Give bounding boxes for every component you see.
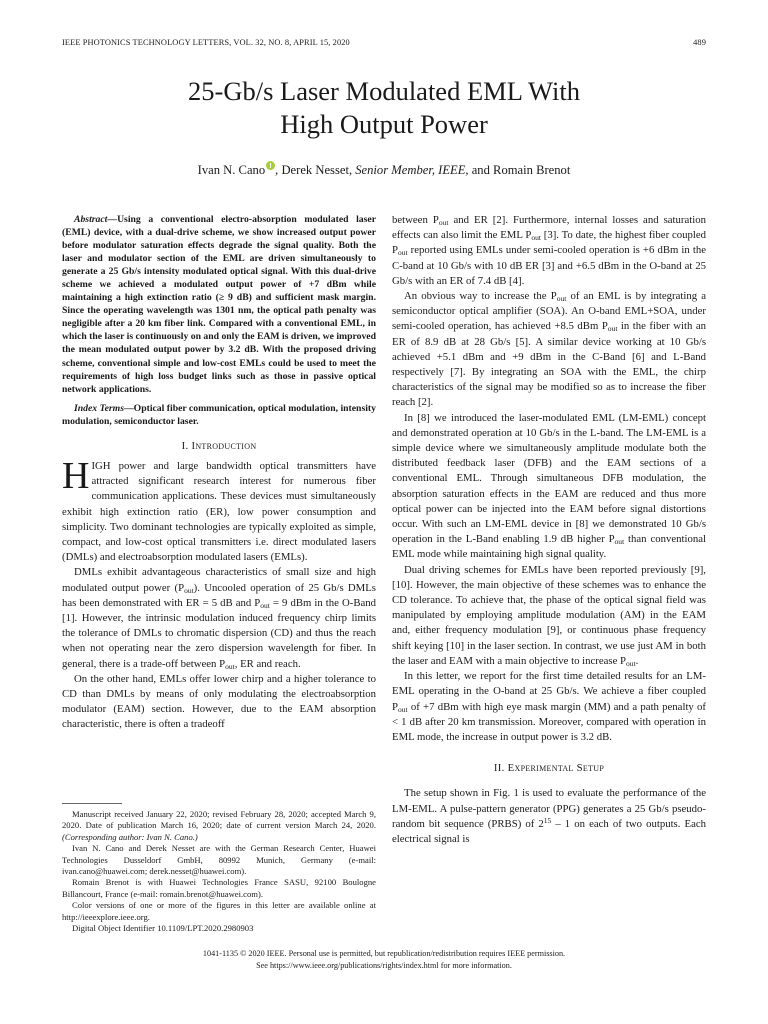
copyright-line: 1041-1135 © 2020 IEEE. Personal use is permitted, but republication/redistribution requires IEEE permission.: [202, 949, 566, 958]
right-paragraph-2: An obvious way to increase the $P_{out}$ of an EML is by integrating a semiconductor optical amplifier (SOA). An O-band EML+SOA, under semi-cooled operation, has achieved +8.5 dBm $P_{out}$ in the fiber with an ER of 8.9 dB at 28 Gb/s [5]. A similar device working at 10 Gb/s achieved +5.1 dBm and +9 dBm in the C-Band [6] and L-Band respectively [7]. By integrating an SOA with the EML, the chirp characteristics of the signal may be modified so as to increase the fiber reach [2].: [392, 290, 707, 409]
page-number: 489: [693, 38, 706, 47]
author-separator: , Derek Nesset,: [275, 163, 356, 177]
intro-paragraph-2: DMLs exhibit advantageous characteristics of small size and high modulated output power $(P_{out})$. Uncooled operation of 25 Gb/s DMLs has been demonstrated with ER = 5 dB and $P_{out} = 9$ dBm in the O-Band [1]. However, the intrinsic modulation induced frequency chirp limits the tolerance of DMLs to chromatic dispersion (CD) and thus the reach when not operating near the zero dispersion wavelength for fiber. In general, there is a trade-off between $P_{out}$, ER and reach.: [62, 566, 377, 671]
copyright-footer: [0, 948, 768, 972]
author-separator-2: , and Romain Brenot: [465, 163, 571, 177]
abstract-label: Abstract: [74, 214, 108, 225]
index-terms-label: Index Terms: [74, 402, 124, 414]
title-line-2: High Output Power: [280, 109, 488, 139]
doi: Digital Object Identifier 10.1109/LPT.2020.2980903: [72, 923, 254, 934]
drop-cap: H: [62, 454, 90, 497]
intro-paragraph-3: On the other hand, EMLs offer lower chirp and a higher tolerance to CD than DMLs by means of only modulating the electroabsorption modulator (EAM) section. However, due to the EAM absorption characteristic, there is often a tradeoff: [62, 672, 376, 731]
right-paragraph-3: In [8] we introduced the laser-modulated EML (LM-EML) concept and demonstrated operation at 10 Gb/s in the L-band. The LM-EML is a simple device where we simultaneously amplitude modulate both the distributed feedback laser (DFB) and the EAM sections of a conventional EML. Through simultaneous DFB modulation, the absorption saturation effects in the EAM are reduced and thus more optical power can be injected into the EAM before signal distortions occur. With such an LM-EML device in [8] we demonstrated 10 Gb/s operation in the L-Band enabling 1.9 dB higher $P_{out}$ than conventional EML mode while maintaining high signal quality.: [392, 411, 706, 561]
right-paragraph-4: Dual driving schemes for EMLs have been reported previously [9], [10]. However, the main objective of these schemes was to enhance the CD tolerance. To achieve that, the phase of the optical signal field was manipulated by employing amplitude modulation (AM) in the EAM and, either frequency modulation [9], or continuous phase frequency shift keying [10] in the laser section. In contrast, we use just AM in both the laser and EAM with a main objective to increase $P_{out}$.: [392, 563, 706, 668]
author-role: Senior Member, IEEE: [355, 163, 466, 177]
index-terms-text: —Optical fiber communication, optical modulation, intensity modulation, semiconductor laser.: [62, 402, 376, 427]
right-paragraph-5: In this letter, we report for the first time detailed results for an LM-EML operating in the O-band at 25 Gb/s. We achieve a fiber coupled $P_{out}$ of +7 dBm with high eye mask margin (MM) and a path penalty of < 1 dB after 20 km transmission. Moreover, compared with operation in EML mode, the increase in output power is 3.2 dB.: [392, 670, 706, 743]
title-line-1: 25-Gb/s Laser Modulated EML With: [188, 76, 580, 106]
abstract-text: —Using a conventional electro-absorption modulated laser (EML) device, with a dual-drive scheme, we show increased output power before modulator saturation effects degrade the signal quality. Both the laser and modulator section of the EML are driven simultaneously to generate a 25 Gb/s intensity modulated optical signal. With this dual-drive scheme we achieved a modulated output power of +7 dBm while maintaining a high extinction ratio (≥ 9 dB) and sufficient mask margin. Since the operating wavelength was 1301 nm, the optical path penalty was negligible after a 20 km fiber link. Compared with a conventional EML, in which the laser is continuously on and only the EAM is driven, we improved the mean modulated output power by 3.2 dB. With the proposed driving scheme, conventional simple and low-cost EMLs could be used to meet the requirements of high loss budget links such as those in passive optical network applications.: [62, 214, 376, 395]
journal-name: IEEE PHOTONICS TECHNOLOGY LETTERS, VOL. 32, NO. 8, APRIL 15, 2020: [62, 38, 350, 47]
setup-paragraph-1: The setup shown in Fig. 1 is used to evaluate the performance of the LM-EML. A pulse-pattern generator (PPG) generates a 25 Gb/s pseudo-random bit sequence (PRBS) of $2^{15} - 1$ on each of two outputs. Each electrical signal is: [392, 787, 706, 845]
right-column: [392, 213, 706, 847]
running-header: [62, 38, 706, 47]
section-heading-intro: I. Introduction: [181, 439, 257, 452]
footnote-rule: [62, 803, 122, 804]
abstract: [62, 213, 376, 428]
paper-title: [0, 75, 768, 141]
orcid-icon[interactable]: [266, 161, 275, 170]
footnotes: Manuscript received January 22, 2020; revised February 28, 2020; accepted March 9, 2020. Date of publication March 16, 2020; date of current version March 24, 2020. (Corresponding author: Ivan N. Cano.) Ivan N. Cano and Derek Nesset are with the German Research Center, Huawei Technologies Dusseldorf GmbH, 80992 Munich, Germany (e-mail: ivan.cano@huawei.com; derek.nesset@huawei.com). Romain Brenot is with Huawei Technologies France SASU, 92100 Boulogne Billancourt, France (e-mail: romain.brenot@huawei.com). Color versions of one or more of the figures in this letter are available online at http://ieeexplore.ieee.org. Digital Object Identifier 10.1109/LPT.2020.2980903: [62, 809, 376, 934]
left-column: [62, 213, 376, 733]
author-list: [0, 161, 768, 178]
right-paragraph-1: between $P_{out}$ and ER [2]. Furthermore, internal losses and saturation effects can also limit the EML $P_{out}$ [3]. To date, the highest fiber coupled $P_{out}$ reported using EMLs under semi-cooled operation is +6 dBm in the C-band at 10 Gb/s with 10 dB ER [3] and +6.5 dBm in the O-band at 25 Gb/s with an ER of 7.4 dB [4].: [392, 214, 706, 287]
rights-link-line: See https://www.ieee.org/publications/rights/index.html for more information.: [256, 961, 512, 970]
intro-paragraph-1: HIGH power and large bandwidth optical transmitters have attracted significant research interest for numerous fiber communication applications. These devices must simultaneously exhibit high extinction ratio (ER), low power consumption and simplicity. Two dominant technologies are typically exploited as simple, compact, and low-cost optical transmitters i.e. direct modulated lasers (DMLs) and electroabsorption modulated lasers (EMLs).: [62, 454, 376, 564]
author-cano: Ivan N. Cano: [197, 163, 266, 177]
section-heading-setup: II. Experimental Setup: [493, 762, 605, 775]
